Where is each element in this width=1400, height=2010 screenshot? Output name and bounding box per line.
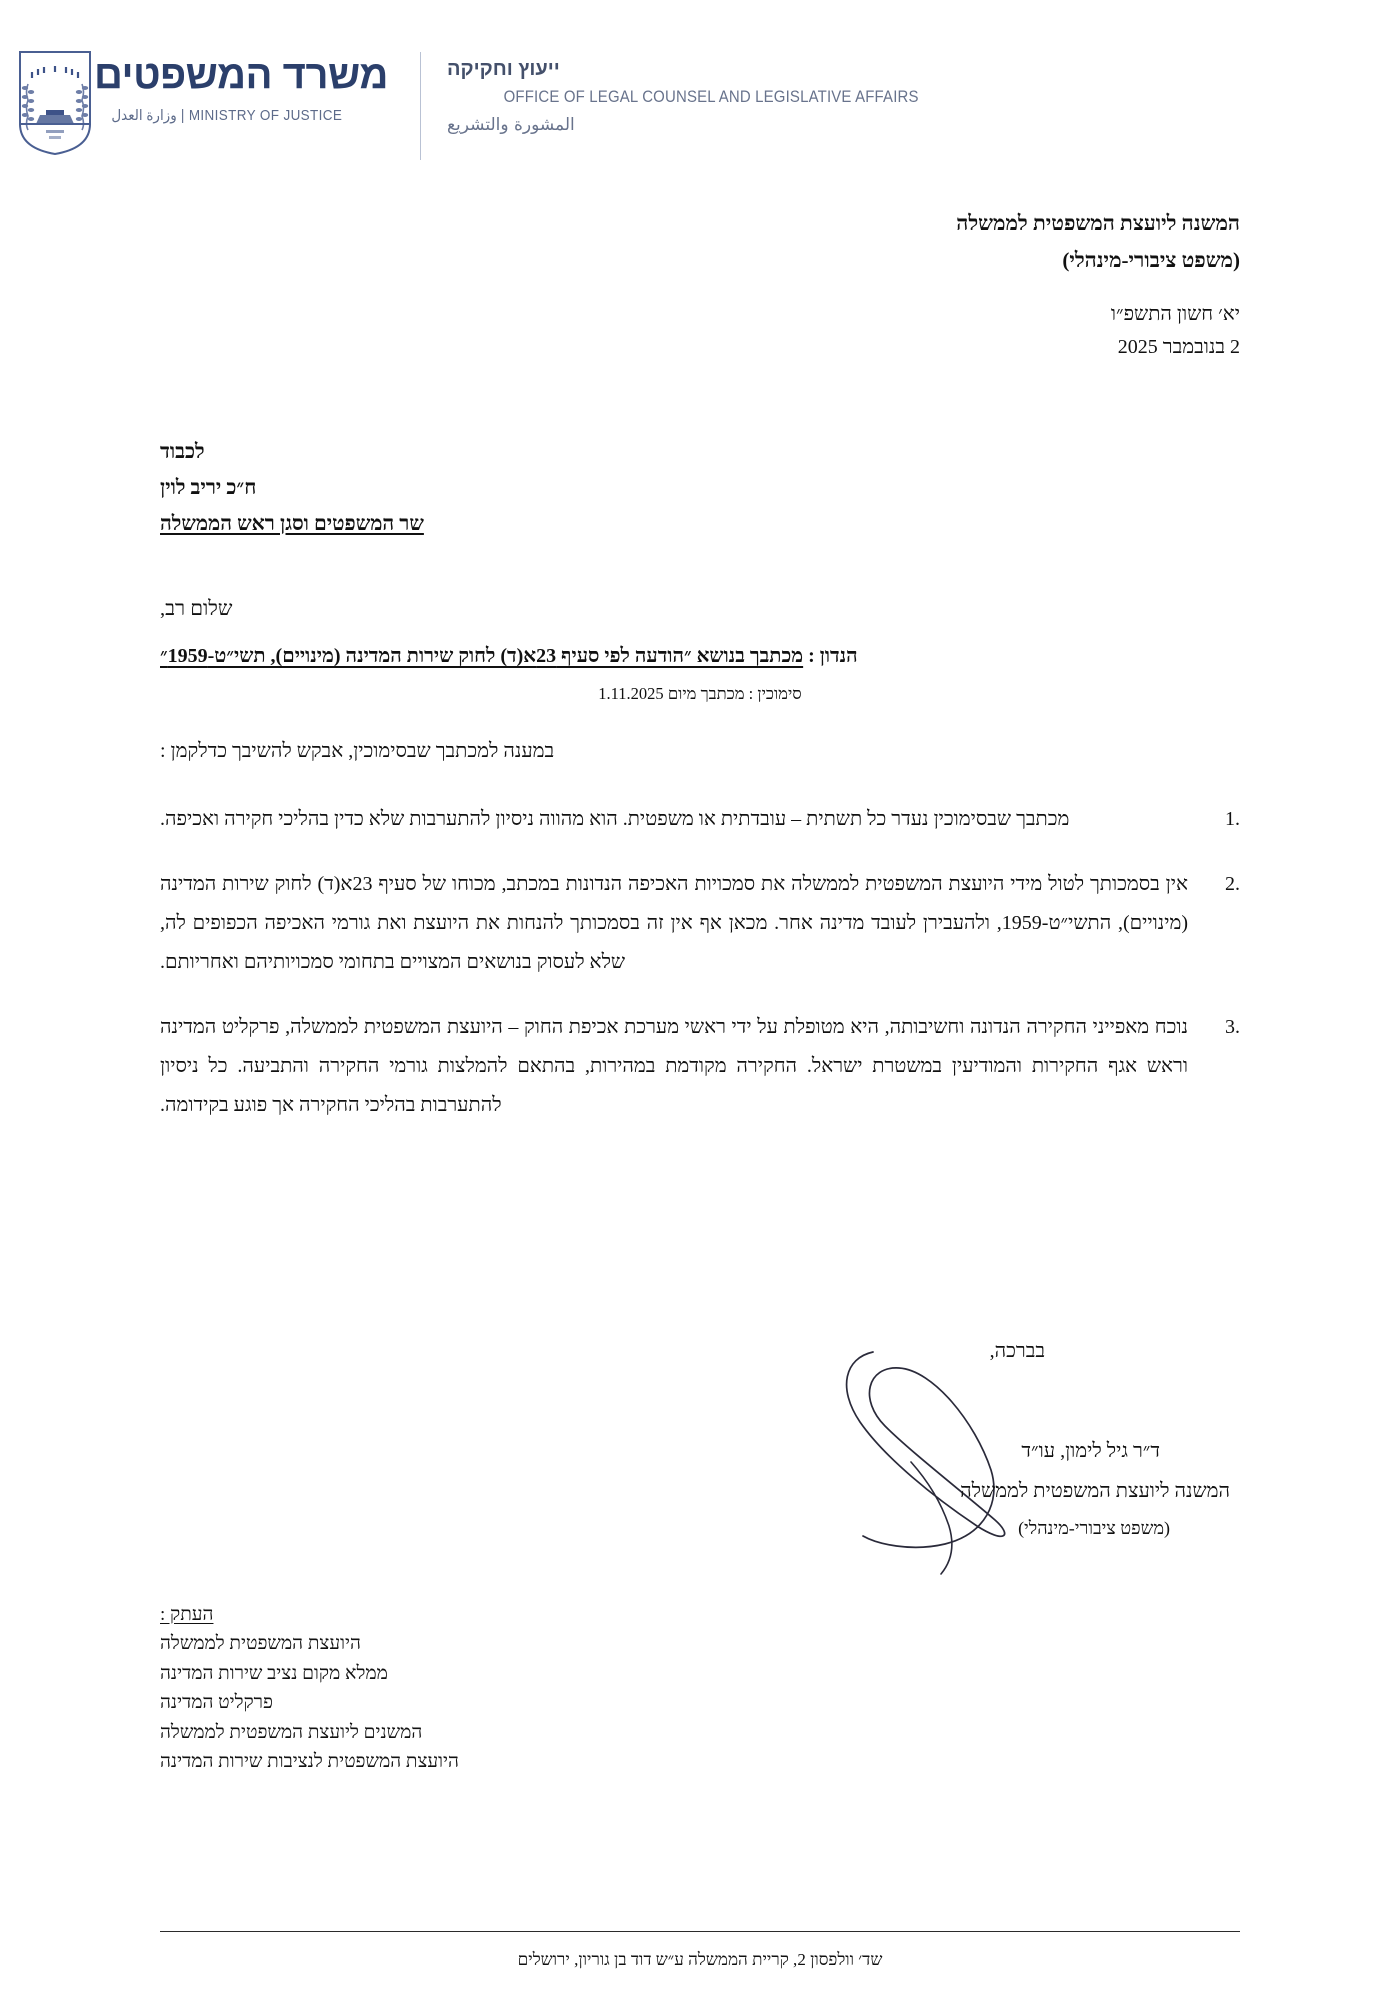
clause-number: .2 <box>1225 873 1240 895</box>
department-title <box>956 205 1240 279</box>
date-gregorian: 2 בנובמבר 2025 <box>1117 336 1240 358</box>
letterhead-divider <box>420 52 421 160</box>
cc-recipient: ממלא מקום נציב שירות המדינה <box>160 1662 388 1684</box>
cc-block <box>160 1600 1240 1777</box>
signature-closing: בברכה, <box>989 1340 1045 1362</box>
addressee-salutation: לכבוד <box>160 441 205 463</box>
subject-value: מכתבך בנושא ״הודעה לפי סעיף 23א(ד) לחוק שירות המדינה (מינויים), תשי״ט-1959״ <box>160 645 804 667</box>
intro-paragraph: במענה למכתבך שבסימוכין, אבקש להשיבך כדלקמן : <box>160 740 555 762</box>
department-title-line1: המשנה ליועצת המשפטית לממשלה <box>956 211 1240 235</box>
ministry-name-en-ar: MINISTRY OF JUSTICE | وزارة العدل <box>111 108 343 124</box>
signature-block <box>720 1340 1240 1570</box>
footer-divider <box>160 1931 1240 1932</box>
cc-title: העתק : <box>160 1604 214 1625</box>
signatory-name: ד״ר גיל לימון, עו״ד <box>1021 1440 1160 1462</box>
israel-state-emblem-icon <box>16 48 94 156</box>
date-block <box>1111 298 1240 364</box>
cc-recipient: היועצת המשפטית לממשלה <box>160 1633 361 1655</box>
clause-text: מכתבך שבסימוכין נעדר כל תשתית – עובדתית או משפטית. הוא מהווה ניסיון להתערבות שלא כדין בהליכי חקירה ואכיפה. <box>160 808 1070 830</box>
addressee-title: שר המשפטים וסגן ראש הממשלה <box>160 512 424 535</box>
greeting: שלום רב, <box>160 598 233 620</box>
footer-address: שד׳ וולפסון 2, קריית הממשלה ע״ש דוד בן גוריון, ירושלים <box>517 1950 883 1969</box>
cc-recipient: פרקליט המדינה <box>160 1692 273 1714</box>
signatory-role: המשנה ליועצת המשפטית לממשלה <box>960 1480 1230 1502</box>
clause-text: נוכח מאפייני החקירה הנדונה וחשיבותה, היא מטופלת על ידי ראשי מערכת אכיפת החוק – היועצת המשפטית לממשלה, פרקליט המדינה וראש אגף החקירות והמודיעין במשטרת ישראל. החקירה מקודמת במהירות, בהתאם להמלצות גורמי החקירה והתביעה. כל ניסיון להתערבות בהליכי החקירה אך פוגע בקידומה. <box>160 1016 1188 1116</box>
subject-line <box>160 645 1240 668</box>
cc-recipient: המשנים ליועצת המשפטית לממשלה <box>160 1721 423 1743</box>
office-name-english: OFFICE OF LEGAL COUNSEL AND LEGISLATIVE AFFAIRS <box>503 87 919 106</box>
office-name-arabic: المشورة والتشريع <box>447 115 575 135</box>
subject-label: הנדון : <box>808 645 858 667</box>
ministry-branding <box>94 48 394 124</box>
department-title-line2: (משפט ציבורי-מינהלי) <box>1062 247 1240 272</box>
signatory-department: (משפט ציבורי-מינהלי) <box>1018 1518 1170 1538</box>
office-branding <box>447 48 919 135</box>
clause-number: .3 <box>1225 1016 1240 1038</box>
cc-recipient: היועצת המשפטית לנציבות שירות המדינה <box>160 1751 459 1773</box>
clause-item <box>160 800 1240 839</box>
office-name-hebrew: ייעוץ וחקיקה <box>447 58 560 80</box>
date-hebrew: יא׳ חשון התשפ״ו <box>1110 303 1240 325</box>
addressee-block <box>160 435 1240 543</box>
clause-number: .1 <box>1225 808 1240 830</box>
reference-line: סימוכין : מכתבך מיום 1.11.2025 <box>598 684 802 703</box>
clause-list <box>160 800 1240 1151</box>
addressee-name: ח״כ יריב לוין <box>160 476 257 499</box>
clause-item <box>160 1008 1240 1125</box>
ministry-name-hebrew: משרד המשפטים <box>94 53 388 97</box>
clause-item <box>160 865 1240 982</box>
letterhead <box>0 48 1400 168</box>
clause-text: אין בסמכותך לטול מידי היועצת המשפטית לממשלה את סמכויות האכיפה הנדונות במכתב, מכוחו של סעיף 23א(ד) לחוק שירות המדינה (מינויים), התשי״ט-1959, ולהעבירן לעובד מדינה אחר. מכאן אף אין זה בסמכותך להנחות את היועצת ואת גורמי האכיפה הכפופים לה, שלא לעסוק בנושאים המצויים בתחומי סמכויותיהם ואחריותם. <box>160 873 1188 973</box>
